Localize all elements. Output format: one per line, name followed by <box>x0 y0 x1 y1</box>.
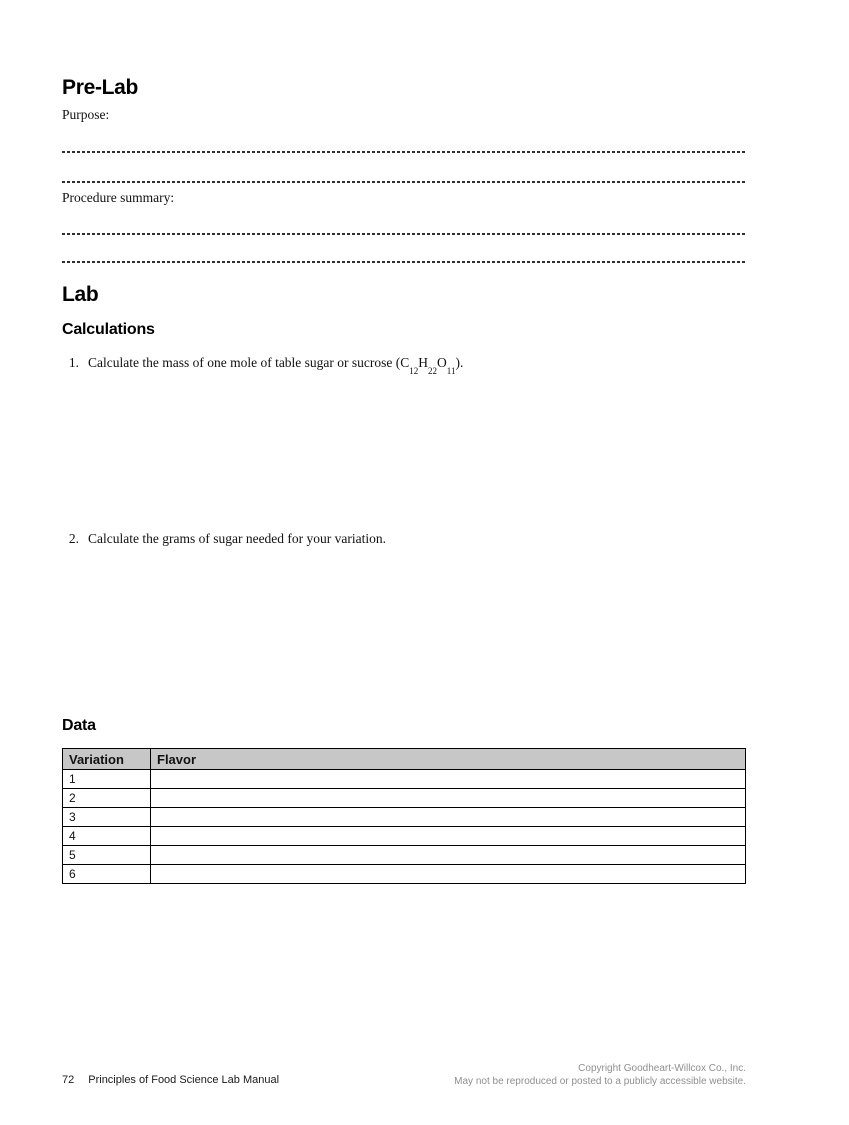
copyright-line-2: May not be reproduced or posted to a publicly accessible website. <box>454 1076 746 1087</box>
question-text: Calculate the grams of sugar needed for your variation. <box>88 531 387 546</box>
question-text-part: O <box>437 355 447 370</box>
procedure-summary-label: Procedure summary: <box>62 190 175 205</box>
calculation-question-1 <box>62 355 746 376</box>
table-row <box>63 808 746 827</box>
page-number: 72 <box>62 1074 75 1086</box>
variation-cell: 5 <box>63 846 151 865</box>
variation-cell: 3 <box>63 808 151 827</box>
fill-in-line <box>62 233 746 235</box>
calculations-heading: Calculations <box>62 321 155 338</box>
fill-in-line <box>62 151 746 153</box>
fill-in-line <box>62 181 746 183</box>
question-number: 1. <box>68 355 79 370</box>
variation-cell: 2 <box>63 789 151 808</box>
lab-heading: Lab <box>62 283 99 306</box>
fill-in-line <box>62 261 746 263</box>
question-number: 2. <box>68 531 79 546</box>
variation-cell: 4 <box>63 827 151 846</box>
question-text <box>88 355 464 376</box>
question-text-part: ). <box>455 355 464 370</box>
calculation-question-2 <box>62 531 746 547</box>
data-table <box>62 748 746 884</box>
variation-cell: 6 <box>63 865 151 884</box>
flavor-cell <box>151 827 746 846</box>
prelab-heading: Pre-Lab <box>62 76 139 99</box>
formula-subscript: 22 <box>428 365 438 376</box>
purpose-label: Purpose: <box>62 107 110 122</box>
flavor-cell <box>151 846 746 865</box>
table-row <box>63 865 746 884</box>
flavor-cell <box>151 770 746 789</box>
flavor-cell <box>151 808 746 827</box>
formula-subscript: 12 <box>409 365 419 376</box>
flavor-cell <box>151 865 746 884</box>
variation-cell: 1 <box>63 770 151 789</box>
table-header-row <box>63 749 746 770</box>
flavor-cell <box>151 789 746 808</box>
footer-copyright <box>454 1062 746 1088</box>
table-header-flavor: Flavor <box>151 749 746 770</box>
copyright-line-1: Copyright Goodheart-Willcox Co., Inc. <box>578 1063 746 1074</box>
formula-subscript: 11 <box>446 365 456 376</box>
table-row <box>63 789 746 808</box>
table-row <box>63 770 746 789</box>
table-row <box>63 827 746 846</box>
question-text-part: H <box>418 355 429 370</box>
footer-left <box>62 1074 279 1086</box>
table-header-variation: Variation <box>63 749 151 770</box>
question-text-part: Calculate the mass of one mole of table sugar or sucrose (C <box>88 355 410 370</box>
table-row <box>63 846 746 865</box>
data-heading: Data <box>62 717 96 734</box>
book-title: Principles of Food Science Lab Manual <box>88 1074 280 1086</box>
